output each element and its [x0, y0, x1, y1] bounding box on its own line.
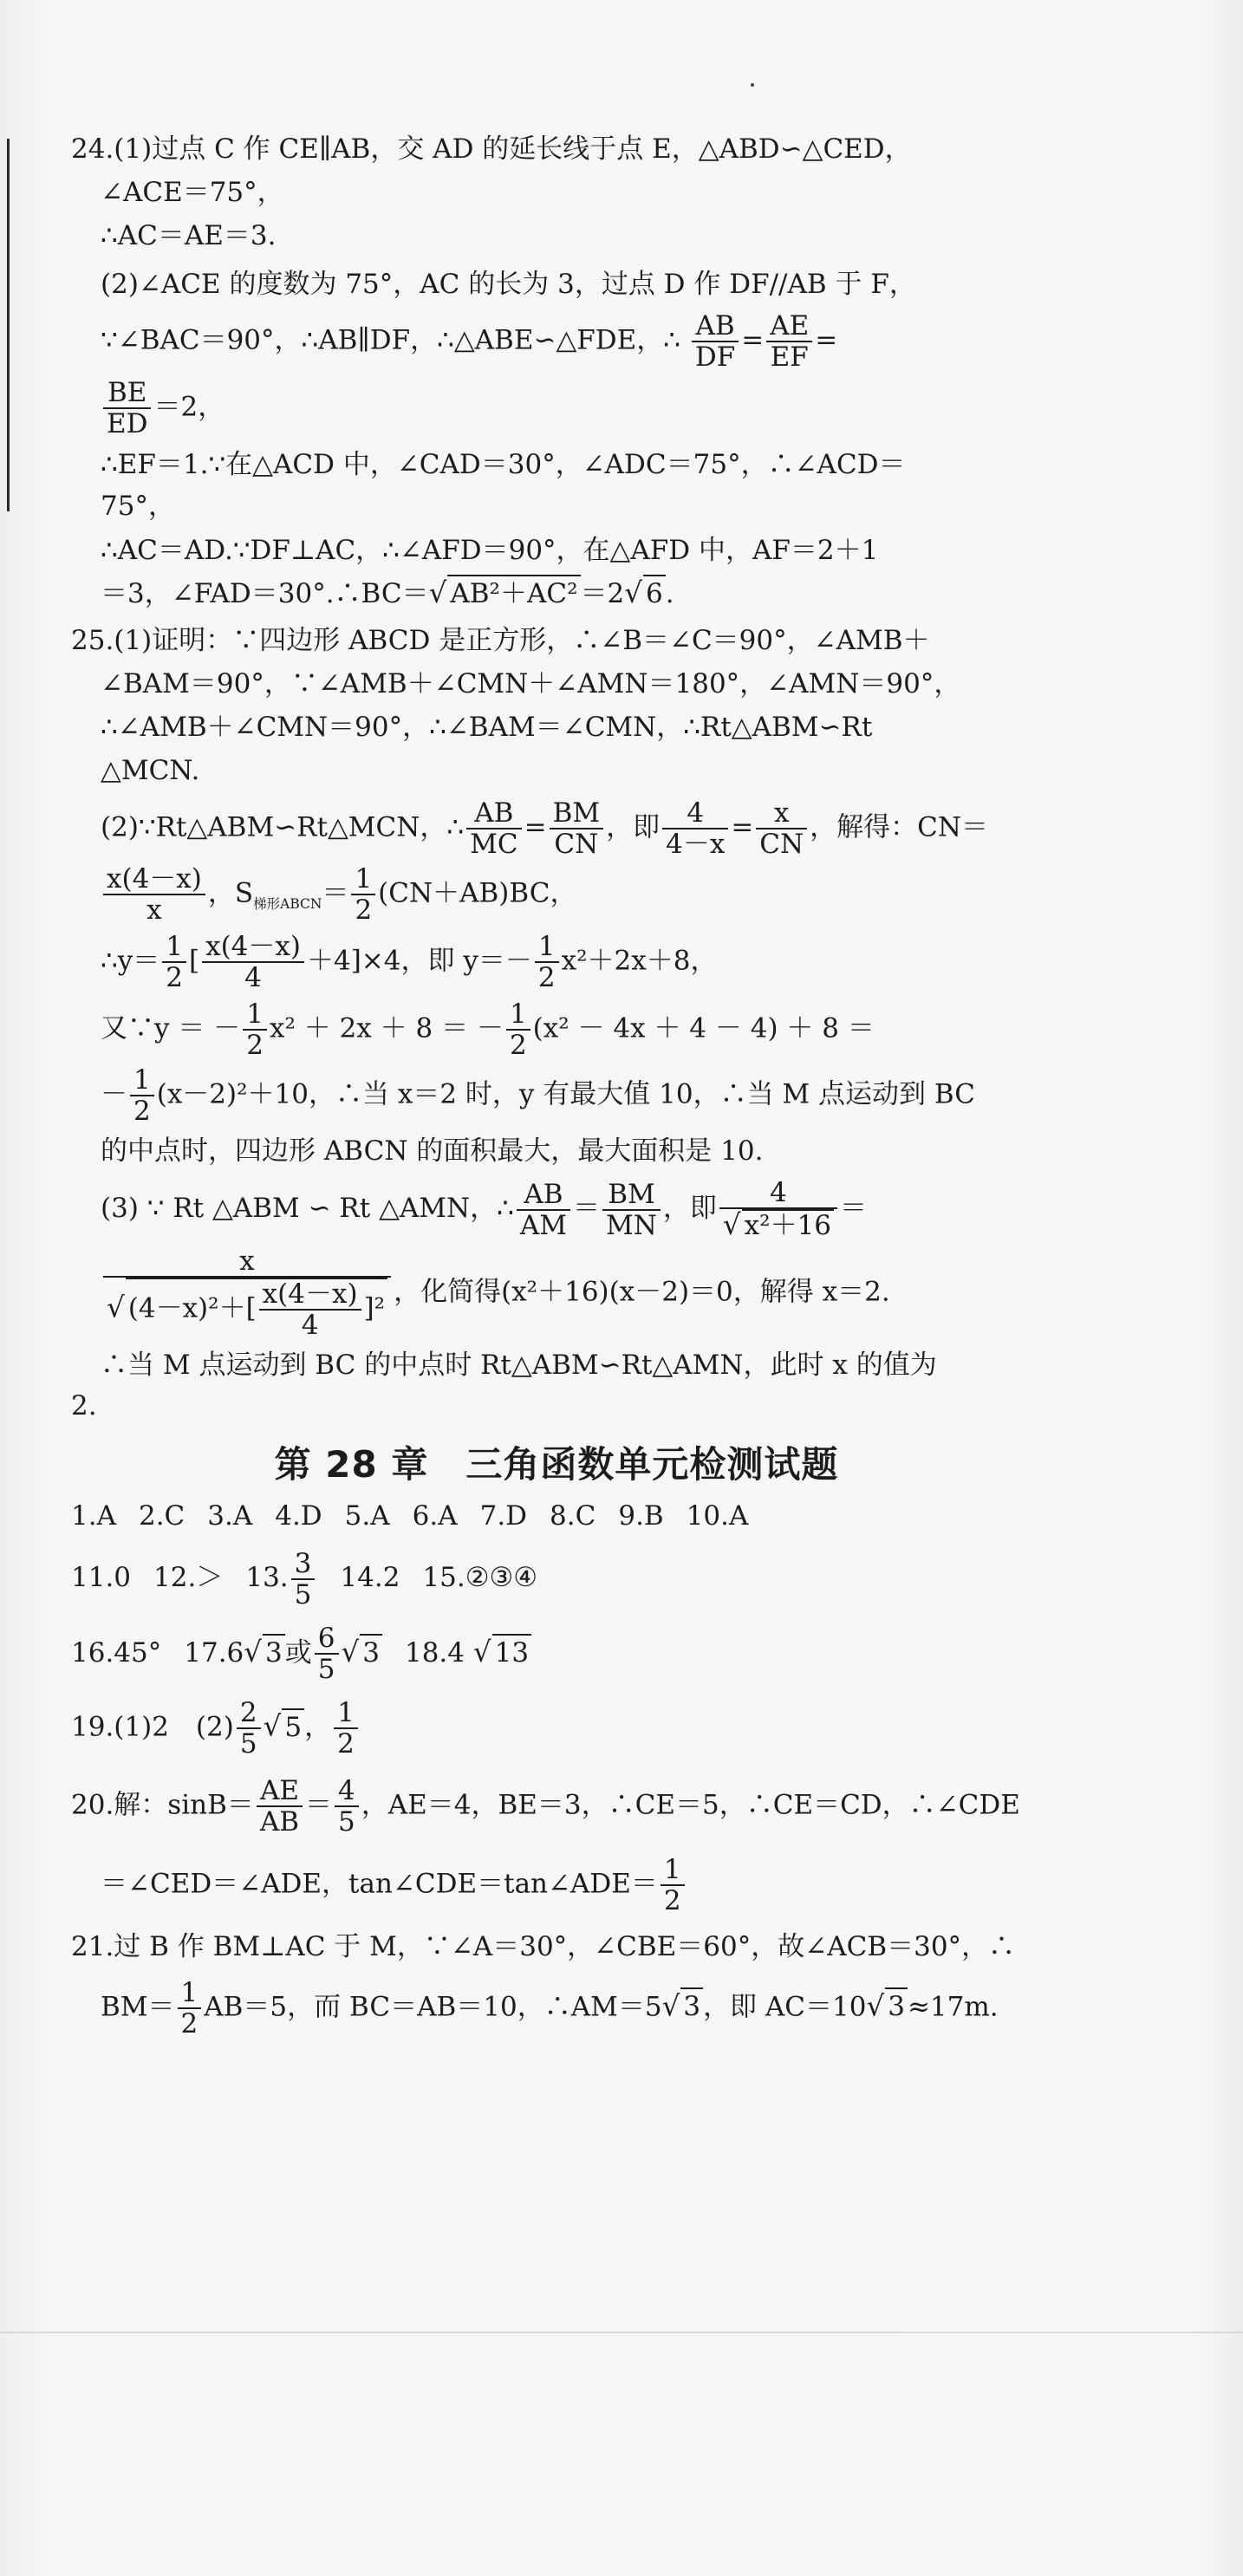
fraction-x4mx-4: $\frac{x(4-x)}{4}$ [202, 932, 304, 992]
fraction-ab-mc: $\frac{AB}{MC}$ [466, 798, 521, 859]
p24-line-3: ∴AC＝AE＝3. [101, 219, 277, 251]
p25-line-10: 的中点时，四边形 ABCN 的面积最大，最大面积是 10. [101, 1135, 764, 1167]
fraction-half-c: $\frac{1}{2}$ [243, 999, 267, 1060]
binding-edge [7, 139, 10, 511]
bottom-divider [0, 2332, 1243, 2333]
fraction-be-ed: $\frac{BE}{ED}$ [103, 378, 151, 439]
p25-line-7: ∴y＝ $\frac{1}{2}$ [ $\frac{x(4-x)}{4}$ ＋4]×4，即 y＝－ $\frac{1}{2}$ x²＋2x＋8， [101, 930, 718, 994]
answers-row-8: BM＝ $\frac{1}{2}$ AB＝5，而 BC＝AB＝10，∴AM＝5√ 3，即 AC＝10√ 3≈17m. [101, 1976, 999, 2039]
answers-row-7: 21.过 B 作 BM⊥AC 于 M，∵∠A＝30°，∠CBE＝60°，故∠ACB＝30°，∴ [71, 1930, 1016, 1962]
p24-line-2: ∠ACE＝75°， [101, 176, 284, 208]
p25-line-11: (3) ∵ Rt △ABM ∽ Rt △AMN，∴ $\frac{AB}{AM}$ ＝ $\frac{BM}{MN}$ ，即 $\frac{4}{\text{√ x²＋16}}$ ＝ [101, 1177, 868, 1242]
answers-row-3: 16.45° 17.6√ 3或 $\frac{6}{5}$ √ 3 18.4 √ 13 [71, 1623, 1068, 1684]
answers-row-4: 19.(1)2 (2) $\frac{2}{5}$ √ 5， $\frac{1}{2}$ [71, 1698, 1068, 1759]
p25-line-13: ∴当 M 点运动到 BC 的中点时 Rt△ABM∽Rt△AMN，此时 x 的值为 [101, 1349, 937, 1381]
fraction-ab-am: $\frac{AB}{AM}$ [517, 1180, 570, 1240]
p24-line-5: ∵∠BAC＝90°，∴AB∥DF，∴△ABE∽△FDE，∴ $\frac{AB}{DF}$ = $\frac{AE}{EF}$ = [101, 310, 838, 374]
fraction-half-d: $\frac{1}{2}$ [506, 999, 530, 1060]
fraction-x-cn: $\frac{x}{CN}$ [756, 798, 807, 859]
p25-line-4: △MCN. [101, 754, 200, 786]
fraction-half-b: $\frac{1}{2}$ [535, 932, 559, 992]
fraction-4-5: $\frac{4}{5}$ [335, 1776, 359, 1837]
fraction-x4mx-4-inner: $\frac{x(4-x)}{4}$ [259, 1279, 361, 1340]
fraction-x-bigsqrt: x √ (4－x)²＋[ $\frac{x(4-x)}{4}$ ]² [103, 1246, 391, 1340]
p25-line-12: x √ (4－x)²＋[ $\frac{x(4-x)}{4}$ ]² ，化简得(x²＋16)(x－2)＝0，解得 x＝2. [71, 1246, 1068, 1340]
p25-line-5: (2)∵Rt△ABM∽Rt△MCN，∴ $\frac{AB}{MC}$ = $\frac{BM}{CN}$ ，即 $\frac{4}{4-x}$ = $\frac{x}{CN}$ ，解得：CN＝ [101, 797, 988, 860]
p24-line-9: ∴AC＝AD.∵DF⊥AC，∴∠AFD＝90°，在△AFD 中，AF＝2＋1 [101, 535, 879, 567]
p24-line-4: (2)∠ACE 的度数为 75°，AC 的长为 3，过点 D 作 DF//AB 于 F， [101, 268, 916, 300]
fraction-4-4mx: $\frac{4}{4-x}$ [662, 798, 728, 859]
answers-row-6: ＝∠CED＝∠ADE，tan∠CDE＝tan∠ADE＝ $\frac{1}{2}$ [71, 1855, 1068, 1916]
fraction-1-2-c: $\frac{1}{2}$ [178, 1978, 202, 2039]
fraction-one-half: $\frac{1}{2}$ [351, 864, 375, 925]
fraction-6-5: $\frac{6}{5}$ [315, 1623, 339, 1684]
p24-line-10: ＝3，∠FAD＝30°.∴BC＝√ AB²＋AC²＝2√ 6. [71, 575, 1068, 613]
p25-line-6: $\frac{x(4-x)}{x}$ ，$S_{梯形ABCN}=$ $\frac{1}{2}$ (CN＋AB)BC， [71, 864, 1068, 925]
chapter-title: 第 28 章 三角函数单元检测试题 [274, 1443, 839, 1486]
p24-line-6: $\frac{BE}{ED}$ ＝2， [71, 378, 1068, 439]
answers-row-2: 11.0 12.＞ 13. $\frac{3}{5}$ 14.2 15.②③④ [71, 1547, 538, 1610]
fraction-3-5: $\frac{3}{5}$ [291, 1549, 316, 1610]
fraction-bm-cn: $\frac{BM}{CN}$ [550, 798, 604, 859]
p25-line-14: 2. [71, 1390, 97, 1422]
p24-line-8: 75°， [101, 490, 175, 522]
p24-line-7: ∴EF＝1.∵在△ACD 中，∠CAD＝30°，∠ADC＝75°，∴∠ACD＝ [101, 448, 906, 480]
fraction-ae-ef: $\frac{AE}{EF}$ [766, 311, 812, 372]
fraction-4-sqrt: $\frac{4}{\text{√ x²＋16}}$ [719, 1178, 837, 1241]
answers-row-5: 20.解：sinB＝ $\frac{AE}{AB}$ ＝ $\frac{4}{5}$ ，AE＝4，BE＝3，∴CE＝5，∴CE＝CD，∴∠CDE [71, 1775, 1020, 1838]
fraction-ae-ab: $\frac{AE}{AB}$ [257, 1776, 303, 1837]
p25-line-9: － $\frac{1}{2}$ (x－2)²＋10，∴当 x＝2 时，y 有最大值 10，∴当 M 点运动到 BC [101, 1064, 975, 1128]
fraction-2-5: $\frac{2}{5}$ [237, 1698, 261, 1759]
fraction-ab-df: $\frac{AB}{DF}$ [692, 311, 739, 372]
fraction-half-a: $\frac{1}{2}$ [162, 932, 186, 992]
fraction-1-2-b: $\frac{1}{2}$ [661, 1855, 685, 1916]
fraction-bm-mn: $\frac{BM}{MN}$ [602, 1180, 661, 1240]
p25-line-1: 25.(1)证明：∵四边形 ABCD 是正方形，∴∠B＝∠C＝90°，∠AMB＋ [71, 625, 930, 657]
p24-line-1: 24.(1)过点 C 作 CE∥AB，交 AD 的延长线于点 E，△ABD∽△CED， [71, 133, 912, 165]
fraction-half-e: $\frac{1}{2}$ [130, 1065, 154, 1126]
p25-line-8: 又∵y ＝ － $\frac{1}{2}$ x² ＋ 2x ＋ 8 ＝ － $\frac{1}{2}$ (x² － 4x ＋ 4 － 4) ＋ 8 ＝ [101, 999, 875, 1062]
answers-row-1: 1.A 2.C 3.A 4.D 5.A 6.A 7.D 8.C 9.B 10.A [71, 1499, 749, 1532]
fraction-x4mx-x: $\frac{x(4-x)}{x}$ [103, 864, 205, 925]
p25-line-3: ∴∠AMB＋∠CMN＝90°，∴∠BAM＝∠CMN，∴Rt△ABM∽Rt [101, 711, 873, 743]
p25-line-2: ∠BAM＝90°，∵∠AMB＋∠CMN＋∠AMN＝180°，∠AMN＝90°， [101, 668, 961, 700]
fraction-1-2: $\frac{1}{2}$ [334, 1698, 358, 1759]
print-speck [751, 83, 754, 87]
answer-content [71, 132, 1068, 2039]
